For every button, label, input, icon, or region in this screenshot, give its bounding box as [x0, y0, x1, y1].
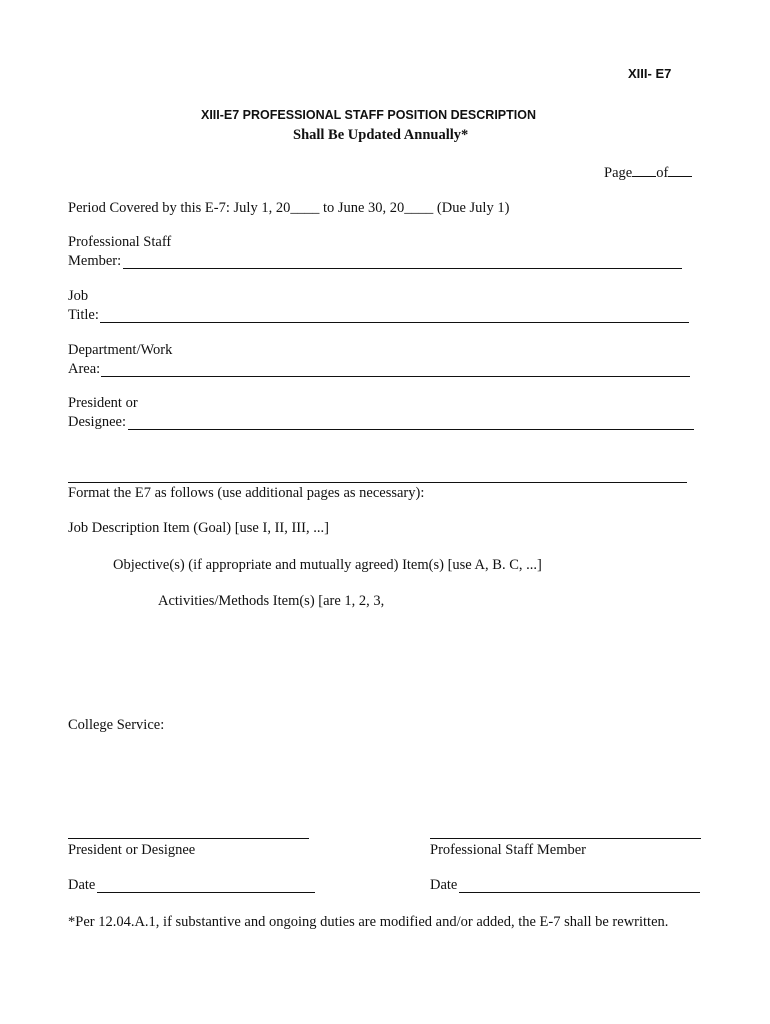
president-input-line[interactable]: [128, 429, 694, 430]
staff-signature-label: Professional Staff Member: [430, 842, 586, 858]
staff-date-line[interactable]: [459, 892, 700, 893]
format-intro: Format the E7 as follows (use additional pages as necessary):: [68, 485, 425, 501]
form-title: XIII-E7 PROFESSIONAL STAFF POSITION DESCRIPTION: [201, 108, 536, 122]
section-divider: [68, 482, 687, 483]
page-number-field[interactable]: [632, 164, 656, 177]
dept-label-line1: Department/Work: [68, 342, 173, 358]
format-goal: Job Description Item (Goal) [use I, II, III, ...]: [68, 520, 329, 536]
member-label-line1: Professional Staff: [68, 234, 172, 250]
college-service-label: College Service:: [68, 717, 165, 733]
president-label-line1: President or: [68, 395, 138, 411]
page-label: Page: [604, 165, 633, 181]
job-label-line2: Title:: [68, 307, 99, 323]
period-covered: Period Covered by this E-7: July 1, 20____ to June 30, 20____ (Due July 1): [68, 200, 510, 216]
member-input-line[interactable]: [123, 268, 682, 269]
president-date-label: Date: [68, 877, 96, 893]
president-date-line[interactable]: [97, 892, 315, 893]
page-indicator: [604, 164, 692, 182]
page-total-field[interactable]: [668, 164, 692, 177]
staff-date-label: Date: [430, 877, 458, 893]
president-signature-line[interactable]: [68, 838, 309, 839]
format-objective: Objective(s) (if appropriate and mutually agreed) Item(s) [use A, B. C, ...]: [113, 557, 542, 573]
footnote: *Per 12.04.A.1, if substantive and ongoing duties are modified and/or added, the E-7 shall be rewritten.: [68, 914, 669, 930]
format-activities: Activities/Methods Item(s) [are 1, 2, 3,: [158, 593, 385, 609]
job-label-line1: Job: [68, 288, 89, 304]
form-subtitle: Shall Be Updated Annually*: [293, 127, 469, 143]
president-label-line2: Designee:: [68, 414, 126, 430]
form-code: XIII- E7: [628, 66, 672, 81]
member-label-line2: Member:: [68, 253, 122, 269]
dept-label-line2: Area:: [68, 361, 101, 377]
staff-signature-line[interactable]: [430, 838, 701, 839]
president-signature-label: President or Designee: [68, 842, 196, 858]
page-of-label: of: [656, 165, 669, 181]
job-title-input-line[interactable]: [100, 322, 689, 323]
dept-input-line[interactable]: [101, 376, 690, 377]
